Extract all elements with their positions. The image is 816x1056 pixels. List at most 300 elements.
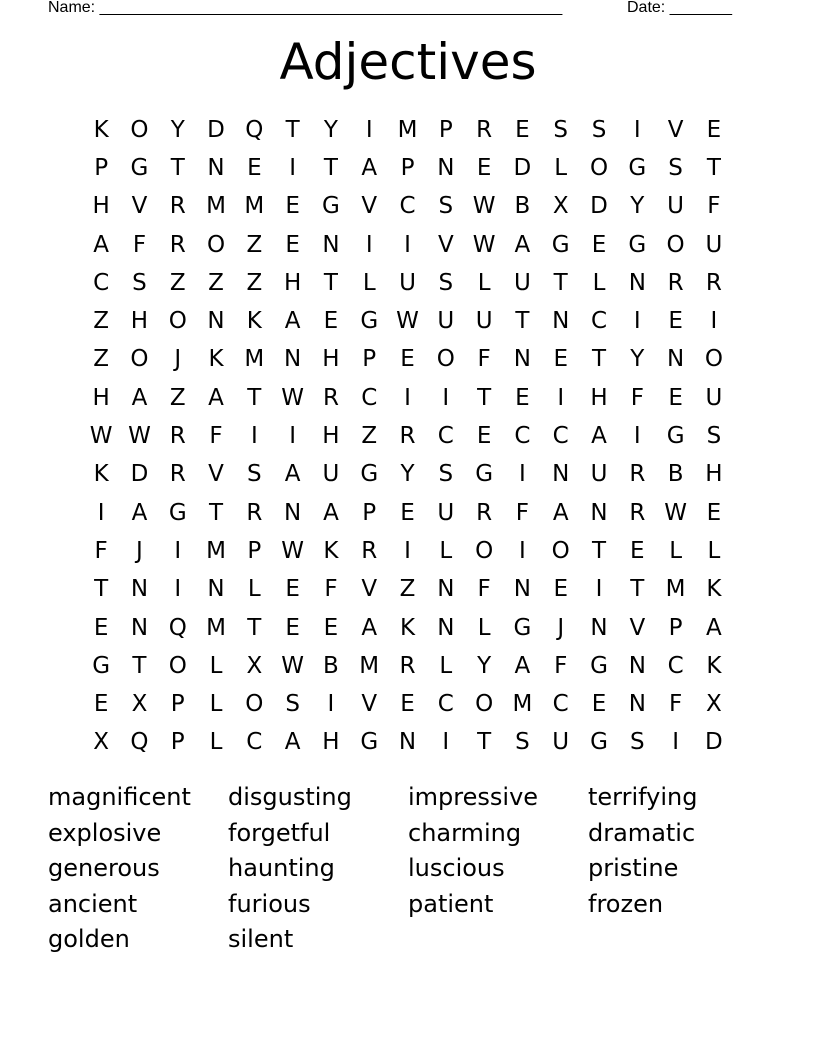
grid-letter: Y	[630, 193, 645, 220]
grid-letter: I	[595, 576, 603, 603]
word-list	[48, 780, 768, 958]
grid-letter: I	[519, 461, 526, 488]
grid-letter: G	[92, 652, 111, 679]
grid-letter: N	[666, 346, 685, 373]
grid-letter: E	[476, 423, 492, 450]
grid-letter: E	[285, 576, 300, 603]
grid-letter: K	[246, 308, 262, 335]
grid-letter: T	[477, 729, 492, 756]
grid-letter: T	[591, 346, 607, 373]
grid-letter: O	[475, 691, 494, 718]
word-list-item: forgetful	[228, 818, 331, 847]
grid-letter: V	[629, 614, 646, 641]
grid-letter: G	[551, 231, 570, 258]
grid-letter: G	[590, 652, 608, 679]
grid-letter: C	[590, 308, 608, 335]
grid-letter: O	[168, 652, 187, 679]
grid-letter: S	[438, 461, 454, 488]
grid-letter: T	[477, 384, 492, 411]
word-list-item: dramatic	[588, 818, 696, 847]
grid-letter: Z	[399, 576, 416, 603]
grid-letter: P	[400, 154, 415, 181]
grid-letter: V	[361, 576, 378, 603]
grid-letter: T	[247, 384, 262, 411]
grid-letter: Y	[170, 116, 185, 143]
grid-letter: X	[131, 691, 148, 718]
word-list-item: magnificent	[48, 783, 191, 811]
grid-letter: I	[442, 729, 450, 756]
grid-letter: Z	[361, 423, 378, 450]
grid-letter: S	[515, 729, 530, 756]
grid-letter: U	[322, 461, 340, 488]
grid-letter: I	[365, 116, 373, 143]
grid-letter: I	[289, 423, 297, 450]
grid-letter: C	[552, 691, 569, 718]
grid-letter: U	[513, 269, 531, 296]
grid-letter: E	[247, 154, 262, 181]
grid-letter: O	[589, 154, 609, 181]
grid-letter: H	[705, 461, 723, 488]
grid-letter: X	[93, 729, 110, 756]
grid-letter: I	[633, 308, 641, 335]
grid-letter: G	[322, 193, 340, 220]
grid-letter: N	[590, 614, 608, 641]
grid-letter: I	[250, 423, 258, 450]
grid-letter: I	[174, 537, 182, 564]
grid-letter: G	[513, 614, 532, 641]
grid-letter: E	[400, 691, 415, 718]
grid-letter: W	[281, 537, 304, 564]
grid-letter: L	[247, 576, 261, 603]
grid-letter: N	[513, 576, 532, 603]
grid-letter: U	[437, 308, 455, 335]
grid-letter: B	[323, 652, 339, 679]
grid-letter: N	[437, 154, 455, 181]
grid-letter: U	[667, 193, 685, 220]
grid-letter: N	[284, 499, 302, 526]
grid-letter: L	[554, 154, 568, 181]
grid-letter: K	[706, 652, 722, 679]
grid-letter: W	[472, 231, 496, 258]
grid-letter: T	[515, 308, 530, 335]
grid-letter: G	[590, 729, 608, 756]
grid-letter: Q	[168, 614, 187, 641]
grid-letter: M	[397, 116, 418, 143]
grid-letter: N	[552, 461, 570, 488]
grid-letter: E	[285, 231, 300, 258]
grid-letter: A	[208, 384, 224, 411]
grid-letter: P	[247, 537, 262, 564]
grid-letter: V	[361, 691, 378, 718]
grid-letter: G	[628, 231, 647, 258]
grid-letter: H	[283, 269, 302, 296]
grid-letter: D	[590, 193, 608, 220]
grid-letter: L	[209, 652, 223, 679]
grid-letter: E	[323, 614, 339, 641]
grid-letter: M	[206, 193, 226, 220]
grid-letter: V	[437, 231, 454, 258]
word-list-item: haunting	[228, 854, 335, 882]
grid-letter: Y	[323, 116, 338, 143]
grid-letter: S	[591, 116, 607, 143]
grid-letter: L	[477, 614, 491, 641]
grid-letter: R	[399, 423, 416, 450]
grid-letter: L	[439, 537, 453, 564]
grid-letter: V	[667, 116, 684, 143]
grid-letter: M	[206, 537, 226, 564]
grid-letter: P	[170, 691, 185, 718]
grid-letter: N	[322, 231, 340, 258]
grid-letter: E	[93, 691, 109, 718]
grid-letter: L	[669, 537, 683, 564]
grid-letter: F	[554, 652, 568, 679]
grid-letter: Q	[245, 116, 264, 143]
grid-letter: A	[514, 231, 531, 258]
grid-letter: P	[170, 729, 185, 756]
grid-letter: T	[170, 154, 185, 181]
grid-letter: K	[399, 614, 416, 641]
grid-letter: T	[706, 154, 721, 181]
grid-letter: N	[207, 154, 225, 181]
grid-letter: O	[666, 231, 685, 258]
grid-letter: R	[322, 384, 339, 411]
grid-letter: M	[244, 193, 265, 220]
grid-letter: L	[477, 269, 491, 296]
grid-letter: N	[284, 346, 302, 373]
grid-letter: I	[633, 116, 641, 143]
grid-letter: O	[130, 116, 149, 143]
grid-letter: R	[169, 423, 186, 450]
grid-letter: E	[630, 537, 645, 564]
grid-letter: U	[399, 269, 416, 296]
grid-letter: F	[209, 423, 223, 450]
grid-letter: T	[247, 614, 262, 641]
grid-letter: O	[551, 537, 570, 564]
grid-letter: M	[206, 614, 226, 641]
grid-letter: T	[132, 652, 147, 679]
grid-letter: E	[591, 691, 607, 718]
grid-letter: J	[557, 614, 565, 641]
grid-letter: P	[362, 346, 377, 373]
grid-letter: D	[513, 154, 532, 181]
grid-letter: H	[92, 193, 110, 220]
grid-letter: E	[515, 384, 530, 411]
grid-letter: E	[515, 116, 530, 143]
grid-letter: P	[362, 499, 377, 526]
grid-letter: F	[132, 231, 147, 258]
word-list-item: generous	[48, 854, 160, 882]
grid-letter: Z	[246, 269, 263, 296]
grid-letter: V	[361, 193, 378, 220]
grid-letter: C	[552, 423, 569, 450]
grid-letter: Y	[400, 461, 415, 488]
grid-letter: S	[438, 193, 454, 220]
grid-letter: L	[592, 269, 606, 296]
grid-letter: W	[396, 308, 419, 335]
grid-letter: C	[246, 729, 263, 756]
word-list-item: golden	[48, 925, 130, 953]
grid-letter: G	[360, 461, 379, 488]
grid-letter: E	[553, 576, 568, 603]
grid-letter: H	[322, 729, 340, 756]
grid-letter: O	[704, 346, 723, 373]
grid-letter: T	[553, 269, 568, 296]
grid-letter: Z	[93, 346, 110, 373]
grid-letter: W	[89, 423, 113, 450]
word-list-item: impressive	[408, 783, 539, 811]
grid-letter: Z	[169, 269, 186, 296]
word-list-item: disgusting	[228, 783, 352, 811]
word-list-item: terrifying	[588, 783, 698, 811]
grid-letter: A	[284, 729, 301, 756]
grid-letter: U	[705, 384, 723, 411]
grid-letter: R	[476, 499, 493, 526]
grid-letter: T	[94, 576, 109, 603]
grid-letter: G	[360, 308, 379, 335]
grid-letter: U	[437, 499, 455, 526]
grid-letter: S	[285, 691, 300, 718]
grid-letter: N	[437, 576, 455, 603]
grid-letter: Z	[208, 269, 224, 296]
grid-letter: K	[706, 576, 722, 603]
grid-letter: P	[438, 116, 453, 143]
date-field-line: Date: _______	[627, 0, 732, 16]
grid-letter: L	[707, 537, 721, 564]
grid-letter: H	[130, 308, 149, 335]
grid-letter: E	[591, 231, 607, 258]
grid-letter: I	[404, 537, 411, 564]
grid-letter: O	[168, 308, 187, 335]
grid-letter: T	[323, 269, 338, 296]
grid-letter: V	[131, 193, 148, 220]
grid-letter: M	[665, 576, 686, 603]
grid-letter: F	[477, 346, 491, 373]
grid-letter: C	[514, 423, 531, 450]
grid-letter: R	[169, 231, 186, 258]
grid-letter: C	[93, 269, 110, 296]
grid-letter: E	[476, 154, 492, 181]
grid-letter: F	[630, 384, 644, 411]
grid-letter: K	[93, 461, 109, 488]
grid-letter: W	[128, 423, 151, 450]
grid-letter: T	[285, 116, 300, 143]
grid-letter: J	[136, 537, 143, 564]
grid-letter: C	[361, 384, 378, 411]
grid-letter: U	[590, 461, 608, 488]
grid-letter: R	[399, 652, 416, 679]
grid-letter: Q	[130, 729, 149, 756]
word-list-item: furious	[228, 889, 311, 918]
grid-letter: O	[206, 231, 226, 258]
word-list-item: patient	[408, 889, 494, 918]
grid-letter: S	[247, 461, 262, 488]
grid-letter: N	[552, 308, 570, 335]
grid-letter: I	[404, 384, 411, 411]
grid-letter: R	[361, 537, 378, 564]
grid-letter: I	[289, 154, 297, 181]
grid-letter: E	[706, 499, 722, 526]
grid-letter: S	[553, 116, 569, 143]
grid-letter: N	[130, 614, 149, 641]
grid-letter: T	[209, 499, 224, 526]
grid-letter: U	[475, 308, 493, 335]
grid-letter: E	[323, 308, 339, 335]
grid-letter: I	[327, 691, 335, 718]
grid-letter: I	[672, 729, 679, 756]
grid-letter: N	[130, 576, 149, 603]
grid-letter: W	[472, 193, 496, 220]
grid-letter: S	[668, 154, 683, 181]
grid-letter: G	[475, 461, 494, 488]
grid-letter: I	[710, 308, 718, 335]
grid-letter: A	[131, 384, 148, 411]
grid-letter: I	[97, 499, 105, 526]
grid-letter: X	[552, 193, 569, 220]
grid-letter: Z	[169, 384, 186, 411]
grid-letter: G	[168, 499, 187, 526]
grid-letter: W	[281, 652, 304, 679]
grid-letter: H	[590, 384, 608, 411]
grid-letter: Y	[630, 346, 645, 373]
grid-letter: R	[667, 269, 684, 296]
grid-letter: S	[438, 269, 454, 296]
grid-letter: S	[706, 423, 722, 450]
word-list-item: explosive	[48, 818, 162, 847]
grid-letter: I	[365, 231, 373, 258]
grid-letter: E	[400, 346, 415, 373]
grid-letter: R	[169, 193, 186, 220]
grid-letter: L	[439, 652, 453, 679]
grid-letter: A	[131, 499, 148, 526]
grid-letter: E	[93, 614, 109, 641]
grid-letter: A	[514, 652, 531, 679]
grid-letter: Z	[93, 308, 110, 335]
grid-letter: A	[361, 614, 378, 641]
grid-letter: T	[630, 576, 645, 603]
grid-letter: C	[399, 193, 416, 220]
grid-letter: P	[94, 154, 109, 181]
grid-letter: O	[245, 691, 264, 718]
grid-letter: L	[362, 269, 376, 296]
grid-letter: N	[628, 691, 646, 718]
grid-letter: R	[629, 499, 646, 526]
grid-letter: N	[207, 308, 225, 335]
grid-letter: T	[323, 154, 338, 181]
grid-letter: N	[398, 729, 417, 756]
grid-letter: M	[512, 691, 533, 718]
grid-letter: F	[94, 537, 108, 564]
grid-letter: P	[668, 614, 683, 641]
grid-letter: I	[557, 384, 565, 411]
word-list-item: charming	[408, 818, 522, 847]
grid-letter: X	[706, 691, 722, 718]
page-title: Adjectives	[279, 33, 537, 91]
grid-letter: K	[208, 346, 224, 373]
grid-letter: L	[209, 691, 223, 718]
grid-letter: Y	[477, 652, 492, 679]
grid-letter: E	[285, 614, 300, 641]
grid-letter: F	[707, 193, 721, 220]
grid-letter: E	[400, 499, 415, 526]
grid-letter: N	[628, 652, 646, 679]
grid-letter: E	[668, 384, 683, 411]
grid-letter: D	[207, 116, 225, 143]
name-field-line: Name: ____________________________________________________	[48, 0, 563, 16]
grid-letter: F	[324, 576, 338, 603]
grid-letter: A	[323, 499, 339, 526]
grid-letter: S	[630, 729, 645, 756]
word-list-item: luscious	[408, 854, 505, 882]
grid-letter: L	[209, 729, 223, 756]
grid-letter: A	[552, 499, 569, 526]
grid-letter: W	[664, 499, 687, 526]
grid-letter: E	[706, 116, 722, 143]
grid-letter: I	[442, 384, 450, 411]
grid-letter: R	[629, 461, 646, 488]
grid-letter: F	[515, 499, 530, 526]
grid-letter: M	[244, 346, 265, 373]
grid-letter: O	[436, 346, 455, 373]
grid-letter: N	[628, 269, 646, 296]
grid-letter: H	[92, 384, 110, 411]
grid-letter: I	[174, 576, 182, 603]
grid-letter: R	[705, 269, 722, 296]
grid-letter: N	[590, 499, 608, 526]
grid-letter: I	[519, 537, 526, 564]
grid-letter: A	[93, 231, 110, 258]
grid-letter: R	[246, 499, 263, 526]
grid-letter: X	[246, 652, 263, 679]
grid-letter: N	[207, 576, 225, 603]
grid-letter: H	[322, 423, 340, 450]
grid-letter: E	[553, 346, 568, 373]
grid-letter: A	[361, 154, 378, 181]
grid-letter: B	[514, 193, 531, 220]
grid-letter: E	[285, 193, 300, 220]
grid-letter: A	[284, 308, 301, 335]
grid-letter: A	[591, 423, 607, 450]
grid-letter: F	[477, 576, 491, 603]
grid-letter: M	[359, 652, 380, 679]
grid-letter: C	[667, 652, 684, 679]
grid-letter: D	[130, 461, 149, 488]
grid-letter: F	[668, 691, 683, 718]
word-search-grid	[82, 111, 733, 762]
grid-letter: T	[591, 537, 607, 564]
grid-letter: S	[132, 269, 147, 296]
grid-letter: A	[706, 614, 722, 641]
word-list-item: silent	[228, 925, 294, 953]
grid-letter: R	[476, 116, 493, 143]
grid-letter: O	[130, 346, 149, 373]
grid-letter: G	[628, 154, 647, 181]
grid-letter: I	[404, 231, 411, 258]
grid-letter: U	[552, 729, 570, 756]
grid-letter: A	[284, 461, 301, 488]
grid-letter: D	[705, 729, 723, 756]
grid-letter: Z	[246, 231, 263, 258]
grid-letter: W	[281, 384, 304, 411]
grid-letter: C	[437, 423, 454, 450]
grid-letter: I	[633, 423, 641, 450]
grid-letter: U	[705, 231, 723, 258]
grid-letter: R	[169, 461, 186, 488]
grid-letter: O	[475, 537, 494, 564]
grid-letter: N	[437, 614, 455, 641]
grid-letter: N	[513, 346, 532, 373]
word-list-item: pristine	[588, 854, 679, 882]
grid-letter: E	[668, 308, 683, 335]
